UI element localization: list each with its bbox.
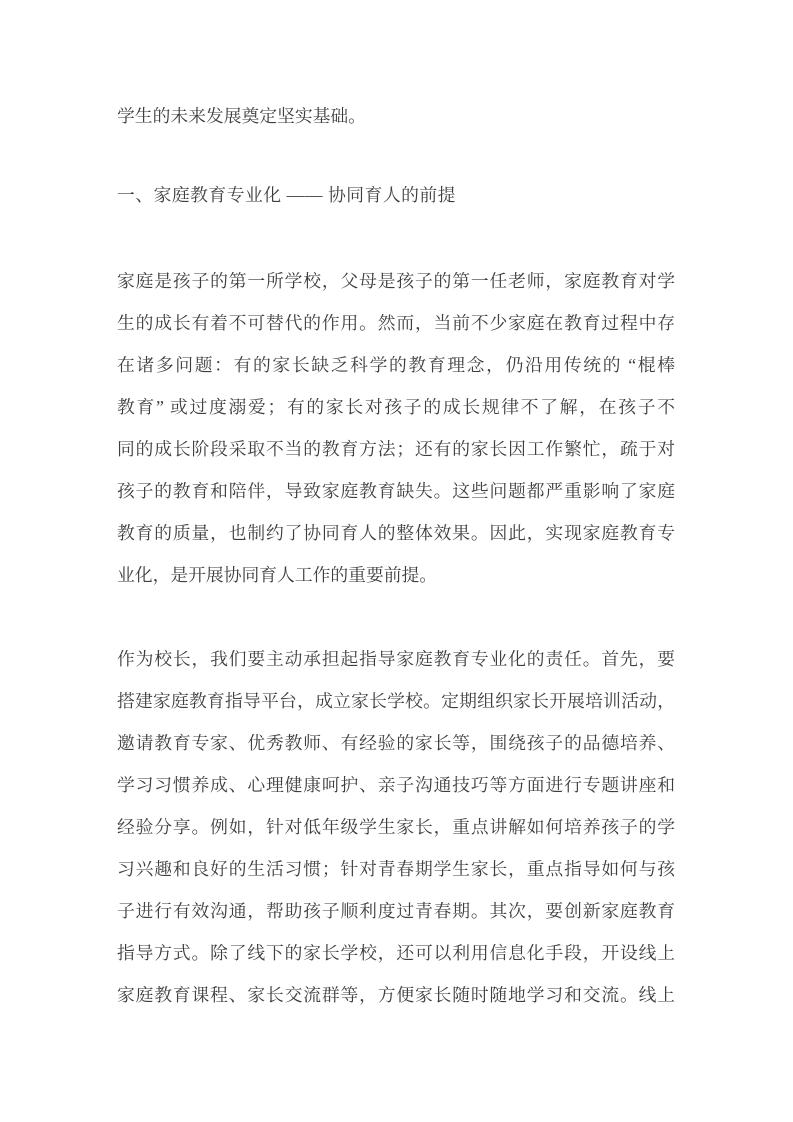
text-line: 教育的质量，也制约了协同育人的整体效果。因此，实现家庭教育专 bbox=[117, 523, 675, 543]
paragraph-family-education-problems bbox=[117, 260, 675, 596]
text-line: 家庭是孩子的第一所学校，父母是孩子的第一任老师，家庭教育对学 bbox=[117, 271, 675, 291]
text-line: 学习习惯养成、心理健康呵护、亲子沟通技巧等方面进行专题讲座和 bbox=[117, 775, 675, 795]
text-line: 孩子的教育和陪伴，导致家庭教育缺失。这些问题都严重影响了家庭 bbox=[117, 481, 675, 501]
intro-paragraph-last-line: 学生的未来发展奠定坚实基础。 bbox=[117, 106, 366, 126]
text-line: 经验分享。例如，针对低年级学生家长，重点讲解如何培养孩子的学 bbox=[117, 817, 675, 837]
text-line: 同的成长阶段采取不当的教育方法；还有的家长因工作繁忙，疏于对 bbox=[117, 439, 675, 459]
text-line: 子进行有效沟通，帮助孩子顺利度过青春期。其次，要创新家庭教育 bbox=[117, 901, 675, 921]
text-line: 指导方式。除了线下的家长学校，还可以利用信息化手段，开设线上 bbox=[117, 943, 675, 963]
text-line: 习兴趣和良好的生活习惯；针对青春期学生家长，重点指导如何与孩 bbox=[117, 859, 675, 879]
paragraph-principal-responsibility bbox=[117, 638, 675, 1016]
text-line: 作为校长，我们要主动承担起指导家庭教育专业化的责任。首先，要 bbox=[117, 649, 675, 669]
text-line: 搭建家庭教育指导平台，成立家长学校。定期组织家长开展培训活动， bbox=[117, 691, 675, 711]
text-line: 家庭教育课程、家长交流群等，方便家长随时随地学习和交流。线上 bbox=[117, 985, 675, 1005]
text-line: 生的成长有着不可替代的作用。然而，当前不少家庭在教育过程中存 bbox=[117, 313, 675, 333]
text-line: 业化，是开展协同育人工作的重要前提。 bbox=[117, 565, 438, 585]
text-line: 在诸多问题：有的家长缺乏科学的教育理念，仍沿用传统的 “棍棒 bbox=[117, 355, 675, 375]
text-line: 邀请教育专家、优秀教师、有经验的家长等，围绕孩子的品德培养、 bbox=[117, 733, 675, 753]
section-heading: 一、家庭教育专业化 —— 协同育人的前提 bbox=[117, 185, 456, 205]
text-line: 教育” 或过度溺爱；有的家长对孩子的成长规律不了解，在孩子不 bbox=[117, 397, 675, 417]
